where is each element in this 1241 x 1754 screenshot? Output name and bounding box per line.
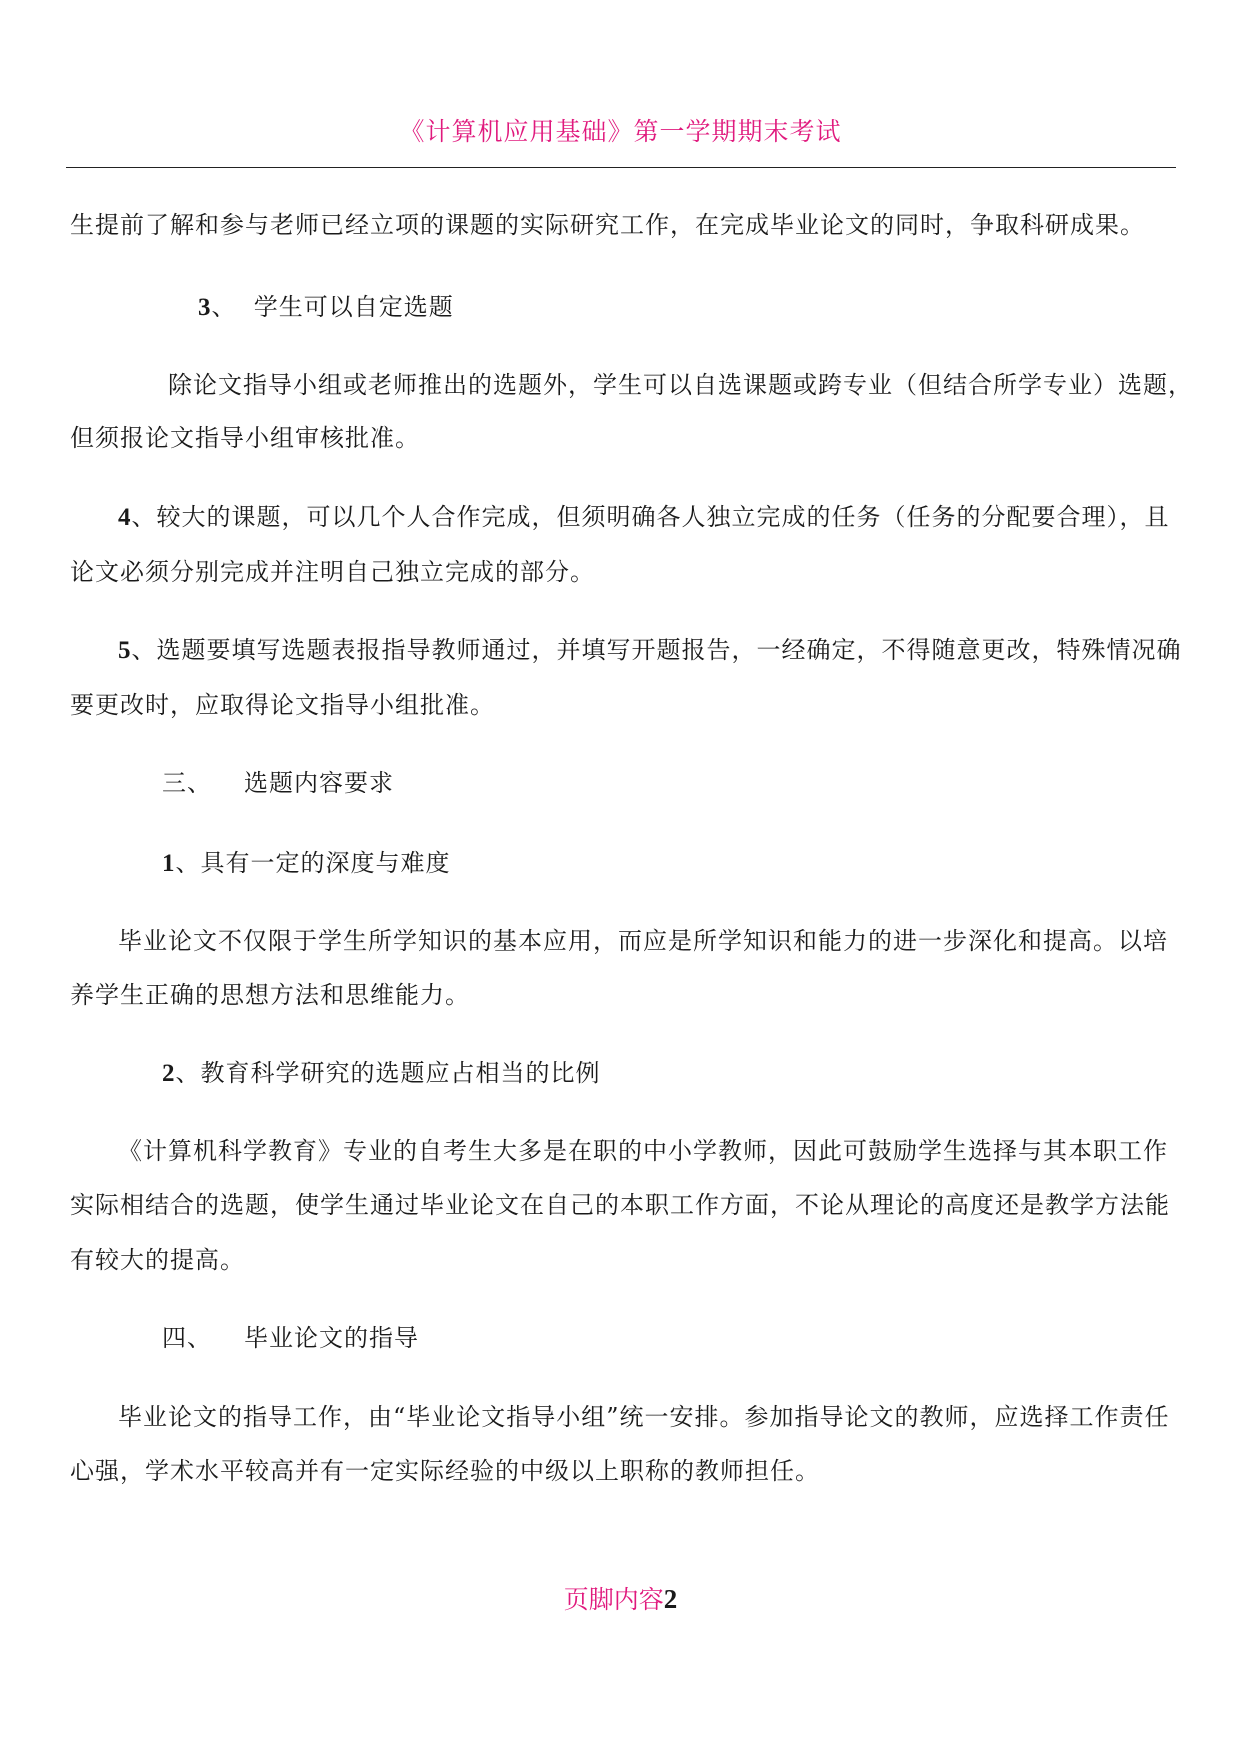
section-marker: 三、	[162, 769, 212, 797]
paragraph-line: 实际相结合的选题，使学生通过毕业论文在自己的本职工作方面，不论从理论的高度还是教学方法能	[70, 1191, 1170, 1219]
header-divider	[66, 167, 1176, 168]
subheading-number: 2	[162, 1060, 176, 1087]
item-text: 、选题要填写选题表报指导教师通过，并填写开题报告，一经确定，不得随意更改，特殊情况确	[131, 636, 1182, 664]
paragraph-line: 毕业论文的指导工作，由“毕业论文指导小组”统一安排。参加指导论文的教师，应选择工作责任	[118, 1403, 1170, 1431]
page-number: 2	[663, 1584, 678, 1614]
section-marker: 四、	[162, 1324, 212, 1352]
paragraph-line: 但须报论文指导小组审核批准。	[70, 424, 420, 452]
paragraph-line: 生提前了解和参与老师已经立项的课题的实际研究工作，在完成毕业论文的同时，争取科研成果。	[70, 211, 1145, 239]
subheading-number: 3	[198, 294, 212, 321]
section-title: 选题内容要求	[244, 769, 394, 797]
paragraph-line: 心强，学术水平较高并有一定实际经验的中级以上职称的教师担任。	[70, 1457, 820, 1485]
paragraph-line: 《计算机科学教育》专业的自考生大多是在职的中小学教师，因此可鼓励学生选择与其本职工作	[118, 1137, 1168, 1165]
subheading-number: 1	[162, 850, 176, 877]
paragraph-line: 论文必须分别完成并注明自己独立完成的部分。	[70, 558, 595, 586]
subheading	[162, 1053, 601, 1088]
page-footer	[0, 1580, 1241, 1616]
paragraph-line: 有较大的提高。	[70, 1246, 245, 1274]
paragraph-line: 除论文指导小组或老师推出的选题外，学生可以自选课题或跨专业（但结合所学专业）选题，	[168, 371, 1193, 399]
paragraph-line: 毕业论文不仅限于学生所学知识的基本应用，而应是所学知识和能力的进一步深化和提高。以培	[118, 927, 1168, 955]
subheading	[162, 843, 451, 878]
header-title: 《计算机应用基础》第一学期期末考试	[399, 117, 842, 146]
section-title: 毕业论文的指导	[244, 1324, 419, 1352]
item-text: 、较大的课题，可以几个人合作完成，但须明确各人独立完成的任务（任务的分配要合理），且	[131, 503, 1170, 531]
paragraph-line: 要更改时，应取得论文指导小组批准。	[70, 691, 495, 719]
item-number: 5	[118, 637, 132, 664]
footer-label: 页脚内容	[563, 1585, 664, 1614]
subheading-3	[198, 287, 454, 322]
paragraph-line	[118, 630, 1182, 665]
subheading-text: 、 学生可以自定选题	[211, 293, 454, 321]
paragraph-line	[118, 497, 1170, 532]
item-number: 4	[118, 504, 132, 531]
paragraph-line: 养学生正确的思想方法和思维能力。	[70, 981, 470, 1009]
subheading-text: 、具有一定的深度与难度	[175, 849, 451, 877]
subheading-text: 、教育科学研究的选题应占相当的比例	[175, 1059, 601, 1087]
